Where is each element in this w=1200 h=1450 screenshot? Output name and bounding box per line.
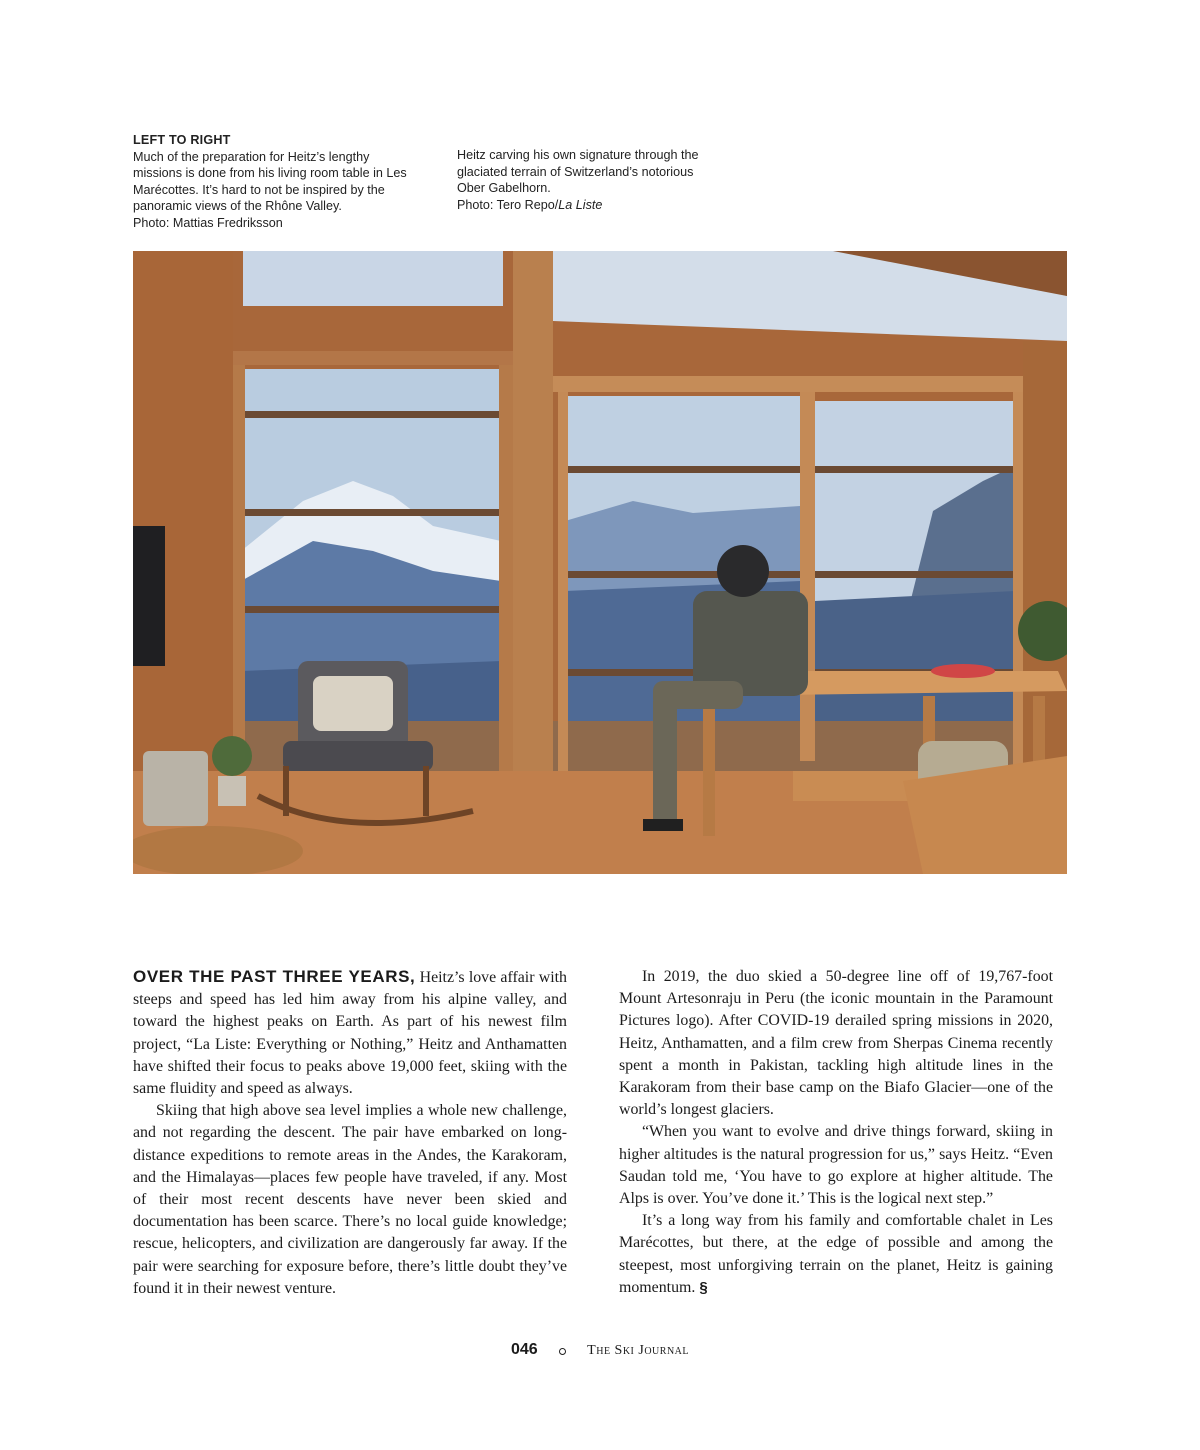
caption-line: Ober Gabelhorn. — [457, 181, 551, 195]
caption-line: panoramic views of the Rhône Valley. — [133, 199, 342, 213]
end-mark-icon: § — [699, 1278, 708, 1296]
paragraph: In 2019, the duo skied a 50-degree line off of 19,767-foot Mount Artesonraju in Peru (the iconic mountain in the Paramount Pictures logo). After COVID-19 derailed spring missions in 2020, Heitz, Anthamatten, and a film crew from Sherpas Cinema recently spent a month in Pakistan, tackling high altitude lines in the Karakoram from their base camp on the Biafo Glacier—one of the world’s longest glaciers. — [619, 968, 1053, 1119]
chalet-illustration — [133, 251, 1067, 874]
caption-line: missions is done from his living room table in Les — [133, 166, 407, 180]
caption-line: Marécottes. It’s hard to not be inspired by the — [133, 182, 385, 197]
paragraph: Skiing that high above sea level implies a whole new challenge, and not regarding the descent. The pair have embarked on long-distance expeditions to remote areas in the Andes, the Karakoram, and the Himalayas—places few people have traveled, if any. Most of their most recent descents have never been skied and documentation has been scarce. There’s no local guide knowledge; rescue, helicopters, and civilization are dangerously far away. If the pair were searching for exposure before, there’s little doubt they’ve found it in their newest venture. — [133, 1102, 567, 1297]
caption-heading: LEFT TO RIGHT — [133, 133, 231, 147]
caption-line: Heitz carving his own signature through the — [457, 148, 699, 162]
photo-credit: Photo: Mattias Fredriksson — [133, 215, 283, 230]
paragraph: OVER THE PAST THREE YEARS, Heitz’s love affair with steeps and speed has led him away from his alpine valley, and toward the highest peaks on Earth. As part of his newest film project, “La Liste: Everything or Nothing,” Heitz and Anthamatten have shifted their focus to peaks above 19,000 feet, skiing with the same fluidity and speed as always. — [133, 967, 567, 1098]
article-column-right — [619, 966, 1053, 1299]
caption-line: glaciated terrain of Switzerland’s notorious — [457, 164, 694, 179]
caption-right — [457, 147, 747, 213]
page-footer — [0, 1341, 1200, 1359]
page-number: 046 — [510, 1341, 538, 1358]
article-column-left — [133, 966, 567, 1300]
caption-left — [133, 132, 433, 231]
magazine-name: The Ski Journal — [587, 1343, 690, 1358]
caption-line: Much of the preparation for Heitz’s lengthy — [133, 149, 370, 164]
separator-dot-icon — [559, 1348, 566, 1355]
paragraph: “When you want to evolve and drive things forward, skiing in higher altitudes is the natural progression for us,” says Heitz. “Even Saudan told me, ‘You have to go explore at higher altitude. The Alps is over. You’ve done it.’ This is the logical next step.” — [619, 1123, 1053, 1208]
paragraph: It’s a long way from his family and comfortable chalet in Les Marécottes, but there, at the edge of possible and among the steepest, most unforgiving terrain on the planet, Heitz is gaining momentum. § — [619, 1212, 1053, 1296]
chalet-photo — [133, 251, 1067, 874]
photo-credit: Photo: Tero Repo/La Liste — [457, 197, 603, 212]
lead-in: OVER THE PAST THREE YEARS, — [133, 967, 416, 986]
film-title: La Liste — [558, 197, 603, 212]
